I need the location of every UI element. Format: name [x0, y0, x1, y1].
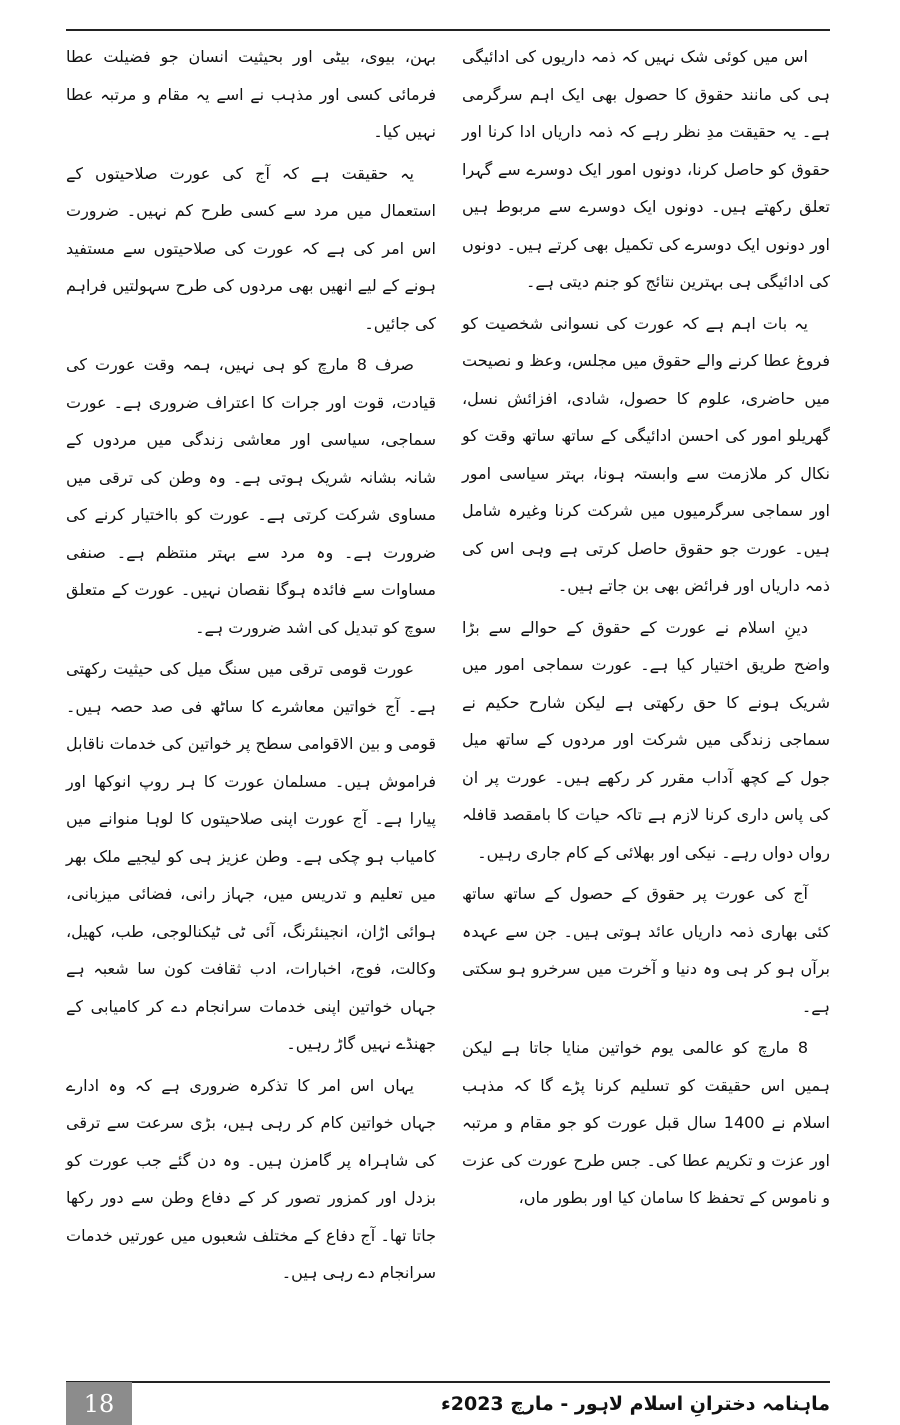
paragraph: بہن، بیوی، بیٹی اور بحیثیت انسان جو فضیلت عطا فرمائی کسی اور مذہب نے اسے یہ مقام و مرتبہ عطا نہیں کیا۔	[66, 47, 436, 141]
paragraph: صرف 8 مارچ کو ہی نہیں، ہمہ وقت عورت کی قیادت، قوت اور جرات کا اعتراف ضروری ہے۔ عورت سماجی، سیاسی اور معاشی زندگی میں مردوں کے شانہ بشانہ شریک ہوتی ہے۔ وہ وطن کی ترقی میں مساوی شرکت کرتی ہے۔ عورت کو بااختیار کرنے کی ضرورت ہے۔ وہ مرد سے بہتر منتظم ہے۔ صنفی مساوات سے فائدہ ہوگا نقصان نہیں۔ عورت کے متعلق سوچ کو تبدیل کی اشد ضرورت ہے۔	[66, 355, 436, 637]
paragraph: دینِ اسلام نے عورت کے حقوق کے حوالے سے بڑا واضح طریق اختیار کیا ہے۔ عورت سماجی امور میں شریک ہونے کا حق رکھتی ہے لیکن شارح حکیم نے سماجی زندگی میں شرکت اور مردوں کے ساتھ میل جول کے کچھ آداب مقرر کر رکھے ہیں۔ عورت پر ان کی پاس داری کرنا لازم ہے تاکہ حیات کا بامقصد قافلہ رواں دواں رہے۔ نیکی اور بھلائی کے کام جاری رہیں۔	[462, 617, 830, 862]
footer-rule	[66, 1381, 830, 1383]
page-number: 18	[66, 1382, 132, 1425]
article-column-right	[462, 38, 830, 1373]
paragraph: یہاں اس امر کا تذکرہ ضروری ہے کہ وہ ادارے جہاں خواتین کام کر رہی ہیں، بڑی سرعت سے ترقی کی شاہراہ پر گامزن ہیں۔ وہ دن گئے جب عورت کو بزدل اور کمزور تصور کر کے دفاع وطن سے دور رکھا جاتا تھا۔ آج دفاع کے مختلف شعبوں میں عورتیں خدمات سرانجام دے رہی ہیں۔	[66, 1075, 436, 1282]
article-column-left	[66, 38, 436, 1373]
header-rule	[66, 29, 830, 31]
running-title: ماہنامہ دخترانِ اسلام لاہور - مارچ 2023ء	[441, 1393, 830, 1415]
paragraph: اس میں کوئی شک نہیں کہ ذمہ داریوں کی ادائیگی ہی کی مانند حقوق کا حصول بھی ایک اہم سرگرمی ہے۔ یہ حقیقت مدِ نظر رہے کہ ذمہ داریاں ادا کرنا اور حقوق کو حاصل کرنا، دونوں امور ایک دوسرے سے گہرا تعلق رکھتے ہیں۔ دونوں ایک دوسرے سے مربوط ہیں اور دونوں ایک دوسرے کی تکمیل بھی کرتے ہیں۔ دونوں کی ادائیگی ہی بہترین نتائج کو جنم دیتی ہے۔	[462, 47, 830, 291]
paragraph: یہ بات اہم ہے کہ عورت کی نسوانی شخصیت کو فروغ عطا کرنے والے حقوق میں مجلس، وعظ و نصیحت میں حاضری، علوم کا حصول، شادی، افزائش نسل، گھریلو امور کی احسن ادائیگی کے ساتھ ساتھ وقت کو نکال کر ملازمت سے وابستہ ہونا، بہتر سیاسی امور اور سماجی سرگرمیوں میں شرکت کرنا وغیرہ شامل ہیں۔ عورت جو حقوق حاصل کرتی ہے وہی اس کی ذمہ داریاں اور فرائض بھی بن جاتے ہیں۔	[462, 313, 830, 595]
paragraph: آج کی عورت پر حقوق کے حصول کے ساتھ ساتھ کئی بھاری ذمہ داریاں عائد ہوتی ہیں۔ جن سے عہدہ برآں ہو کر ہی وہ دنیا و آخرت میں سرخرو ہو سکتی ہے۔	[462, 884, 830, 1016]
paragraph: 8 مارچ کو عالمی یوم خواتین منایا جاتا ہے لیکن ہمیں اس حقیقت کو تسلیم کرنا پڑے گا کہ مذہب اسلام نے 1400 سال قبل عورت کو جو مقام و مرتبہ اور عزت و تکریم عطا کی۔ جس طرح عورت کی عزت و ناموس کے تحفظ کا سامان کیا اور بطور ماں،	[462, 1038, 830, 1207]
paragraph: یہ حقیقت ہے کہ آج کی عورت صلاحیتوں کے استعمال میں مرد سے کسی طرح کم نہیں۔ ضرورت اس امر کی ہے کہ عورت کی صلاحیتوں سے مستفید ہونے کے لیے انھیں بھی مردوں کی طرح سہولتیں فراہم کی جائیں۔	[66, 163, 436, 333]
paragraph: عورت قومی ترقی میں سنگ میل کی حیثیت رکھتی ہے۔ آج خواتین معاشرے کا ساٹھ فی صد حصہ ہیں۔ قومی و بین الاقوامی سطح پر خواتین کی خدمات ناقابل فراموش ہیں۔ مسلمان عورت کا ہر روپ انوکھا اور پیارا ہے۔ آج عورت اپنی صلاحیتوں کا لوہا منوانے میں کامیاب ہو چکی ہے۔ وطن عزیز ہی کو لیجیے ملک بھر میں تعلیم و تدریس میں، جہاز رانی، فضائی میزبانی، ہوائی اڑان، انجینئرنگ، آئی ٹی ٹیکنالوجی، طب، کھیل، وکالت، فوج، اخبارات، ادب ثقافت کون سا شعبہ ہے جہاں خواتین اپنی خدمات سرانجام دے کر کامیابی کے جھنڈے نہیں گاڑ رہیں۔	[66, 659, 436, 1053]
